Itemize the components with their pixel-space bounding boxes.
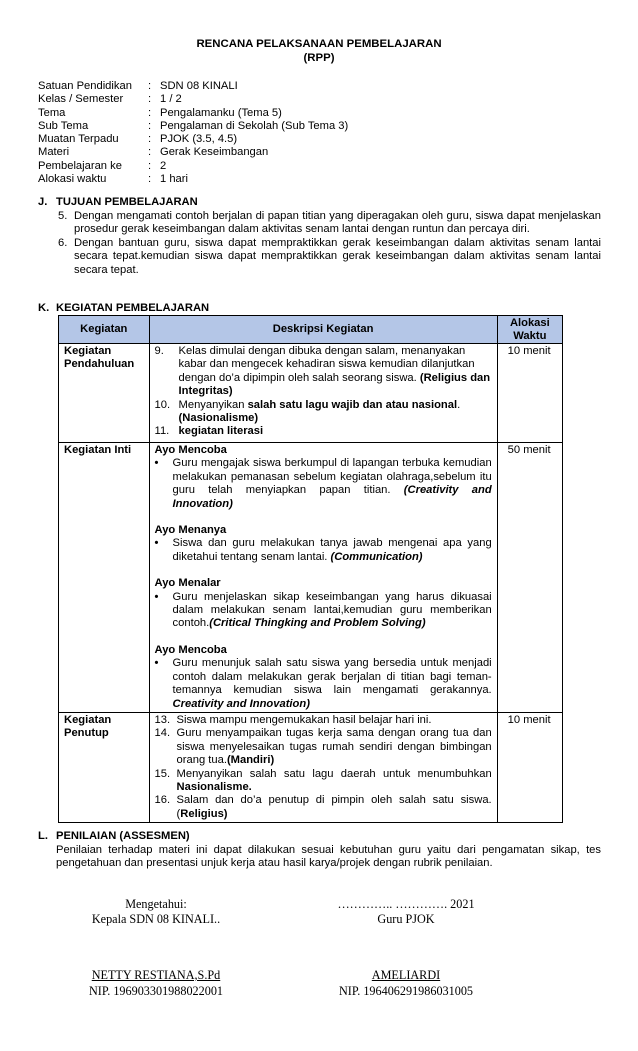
value-label: (Creativity and Innovation) — [172, 484, 492, 510]
list-item — [155, 537, 492, 564]
objectives-list — [58, 210, 601, 277]
activity-heading: Ayo Menalar — [154, 577, 221, 590]
section-title: TUJUAN PEMBELAJARAN — [56, 196, 198, 208]
identity-row — [38, 93, 348, 106]
value-label: (Nasionalisme) — [178, 412, 259, 425]
value-label: Nasionalisme. — [176, 781, 252, 794]
identity-label: Pembelajaran ke — [38, 159, 122, 172]
list-item — [58, 237, 601, 277]
item-number: 6. — [58, 236, 68, 249]
item-number: 15. — [154, 767, 171, 780]
identity-label: Kelas / Semester — [38, 93, 124, 106]
item-text: ( — [176, 807, 181, 820]
table-row — [59, 713, 563, 823]
list-item — [155, 727, 492, 767]
section-title: PENILAIAN (ASSESMEN) — [56, 830, 190, 842]
identity-label: Tema — [38, 106, 66, 119]
item-text: Guru menjelaskan sikap keseimbangan yang harus dikuasai dalam melakukan senam lantai,kemudian guru memberikan contoh. — [172, 590, 492, 630]
item-text: Dengan mengamati contoh berjalan di papan titian yang diperagakan oleh guru, siswa dapat menjelaskan prosedur gerak keseimbangan dalam aktivitas senam lantai dengan runtun dan percaya diri. — [74, 210, 601, 236]
value-label: Creativity and Innovation) — [172, 697, 310, 710]
row-description — [149, 713, 497, 823]
activities-table — [58, 315, 563, 823]
item-bold: kegiatan literasi — [178, 425, 264, 438]
row-time: 10 menit — [497, 713, 562, 823]
list-item — [155, 457, 492, 511]
item-number: 13. — [154, 714, 171, 726]
row-label: Kegiatan Penutup — [59, 713, 150, 823]
identity-label: Muatan Terpadu — [38, 133, 119, 146]
section-letter: J. — [38, 196, 48, 208]
header-kegiatan: Kegiatan — [59, 316, 150, 344]
item-text: Menyanyikan — [178, 398, 248, 411]
signature-right-name: AMELIARDI — [371, 968, 441, 982]
value-label: (Religius dan Integritas) — [178, 371, 491, 398]
bullet-icon: • — [154, 590, 159, 603]
value-label: (Critical Thingking and Problem Solving) — [209, 617, 426, 630]
table-row — [59, 344, 563, 443]
header-alokasi: Alokasi Waktu — [497, 316, 562, 344]
identity-colon: : — [148, 133, 152, 146]
identity-value: 1 / 2 — [160, 93, 182, 106]
section-l-heading — [38, 830, 190, 843]
item-text: Dengan bantuan guru, siswa dapat mempraktikkan gerak keseimbangan dalam aktivitas senam lantai secara tepat.kemudian siswa dapat mempraktikkan gerak keseimbangan dalam aktivitas senam lantai secara tepat. — [74, 236, 601, 276]
list-item — [155, 714, 492, 727]
identity-row — [38, 80, 348, 93]
item-text: Salam dan do’a penutup di pimpin oleh salah satu siswa. — [176, 794, 492, 807]
row-label: Kegiatan Inti — [59, 443, 150, 713]
identity-row — [38, 107, 348, 120]
section-k-heading — [38, 302, 209, 315]
bullet-icon: • — [154, 657, 159, 670]
identity-value: SDN 08 KINALI — [160, 80, 238, 92]
item-text: Guru mengajak siswa berkumpul di lapangan terbuka kemudian melakukan pemanasan sebelum kegiatan olahraga,sebelum itu guru telah menyiapkan papan titian. — [172, 457, 492, 497]
identity-block — [38, 80, 348, 186]
list-item — [155, 345, 492, 399]
bullet-icon: • — [154, 457, 159, 470]
list-item — [155, 794, 492, 821]
list-item — [155, 591, 492, 631]
item-text: . — [457, 398, 461, 411]
identity-row — [38, 173, 348, 186]
item-number: 10. — [154, 398, 171, 411]
identity-row — [38, 160, 348, 173]
identity-colon: : — [148, 173, 152, 186]
value-label: (Mandiri) — [226, 754, 275, 767]
signature-right-line1: ………….. …………. 2021 — [337, 897, 475, 911]
identity-label: Sub Tema — [38, 119, 89, 132]
item-number: 11. — [154, 425, 170, 438]
signature-left-nip: NIP. 196903301988022001 — [88, 984, 224, 998]
identity-value: 2 — [160, 159, 167, 172]
activity-heading: Ayo Mencoba — [154, 444, 227, 456]
row-time: 50 menit — [497, 443, 562, 713]
list-item — [155, 399, 492, 426]
item-text: Guru menunjuk salah satu siswa yang bersedia untuk menjadi contoh dalam melakukan gerak berjalan di titian bagi teman-temannya kemudian siswa lain mengamati gerakannya. — [172, 657, 492, 697]
identity-colon: : — [148, 93, 152, 106]
identity-colon: : — [148, 146, 152, 159]
value-label: (Communication) — [330, 550, 423, 563]
list-item — [155, 768, 492, 795]
item-number: 9. — [154, 345, 164, 357]
identity-row — [38, 146, 348, 159]
section-letter: K. — [38, 302, 50, 314]
item-text: Siswa dan guru melakukan tanya jawab mengenai apa yang diketahui tentang senam lantai. — [172, 537, 492, 563]
identity-row — [38, 120, 348, 133]
table-row — [59, 443, 563, 713]
signature-left-line1: Mengetahui: — [125, 897, 187, 911]
identity-label: Satuan Pendidikan — [38, 80, 132, 92]
page-subtitle: (RPP) — [303, 52, 335, 64]
identity-label: Alokasi waktu — [38, 173, 107, 186]
identity-colon: : — [148, 80, 152, 92]
list-item — [58, 210, 601, 237]
row-label: Kegiatan Pendahuluan — [59, 344, 150, 443]
signature-right-nip: NIP. 196406291986031005 — [338, 984, 474, 998]
identity-value: Pengalamanku (Tema 5) — [160, 106, 282, 119]
list-item — [155, 657, 492, 711]
identity-value: Gerak Keseimbangan — [160, 146, 269, 159]
section-title: KEGIATAN PEMBELAJARAN — [56, 302, 210, 314]
identity-colon: : — [148, 119, 152, 132]
activity-heading: Ayo Mencoba — [154, 643, 227, 656]
section-j-heading — [38, 196, 198, 209]
item-number: 14. — [154, 727, 171, 740]
item-number: 16. — [154, 794, 171, 807]
header-deskripsi: Deskripsi Kegiatan — [149, 316, 497, 344]
item-text: Kelas dimulai dengan dibuka dengan salam, menanyakan kabar dan mengecek kehadiran siswa kemudian dilanjutkan dengan do’a dipimpin oleh salah seorang siswa. — [178, 345, 475, 384]
item-bold: salah satu lagu wajib dan atau nasional — [247, 398, 458, 411]
item-text: Guru menyampaikan tugas kerja sama dengan orang tua dan siswa menyelesaikan tugas rumah sendiri dengan bimbingan orang tua. — [176, 727, 492, 767]
identity-value: Pengalaman di Sekolah (Sub Tema 3) — [160, 119, 349, 132]
assessment-text: Penilaian terhadap materi ini dapat dilakukan sesuai kebutuhan guru yaitu dari pengamatan sikap, tes pengetahuan dan presentasi unjuk kerja atau hasil karya/projek dengan rubrik penilaian. — [56, 844, 601, 870]
signature-left-name: NETTY RESTIANA,S.Pd — [91, 968, 221, 982]
table-header-row — [59, 316, 563, 344]
item-number: 5. — [58, 210, 68, 222]
activity-heading: Ayo Menanya — [154, 524, 227, 537]
identity-colon: : — [148, 106, 152, 119]
row-description — [149, 344, 497, 443]
identity-colon: : — [148, 159, 152, 172]
bullet-icon: • — [154, 537, 159, 550]
identity-value: PJOK (3.5, 4.5) — [160, 133, 238, 146]
item-text: Siswa mampu mengemukakan hasil belajar hari ini. — [176, 714, 432, 726]
signature-right-line2: Guru PJOK — [377, 912, 435, 926]
item-text: Menyanyikan salah satu lagu daerah untuk menumbuhkan — [176, 767, 492, 780]
identity-label: Materi — [38, 146, 70, 159]
value-label: Religius) — [180, 807, 228, 820]
identity-row — [38, 133, 348, 146]
identity-value: 1 hari — [160, 173, 188, 186]
section-letter: L. — [38, 830, 48, 842]
signature-left-line2: Kepala SDN 08 KINALI.. — [91, 912, 221, 926]
list-item — [155, 425, 492, 438]
page-title: RENCANA PELAKSANAAN PEMBELAJARAN — [196, 38, 442, 50]
row-description — [149, 443, 497, 713]
row-time: 10 menit — [497, 344, 562, 443]
